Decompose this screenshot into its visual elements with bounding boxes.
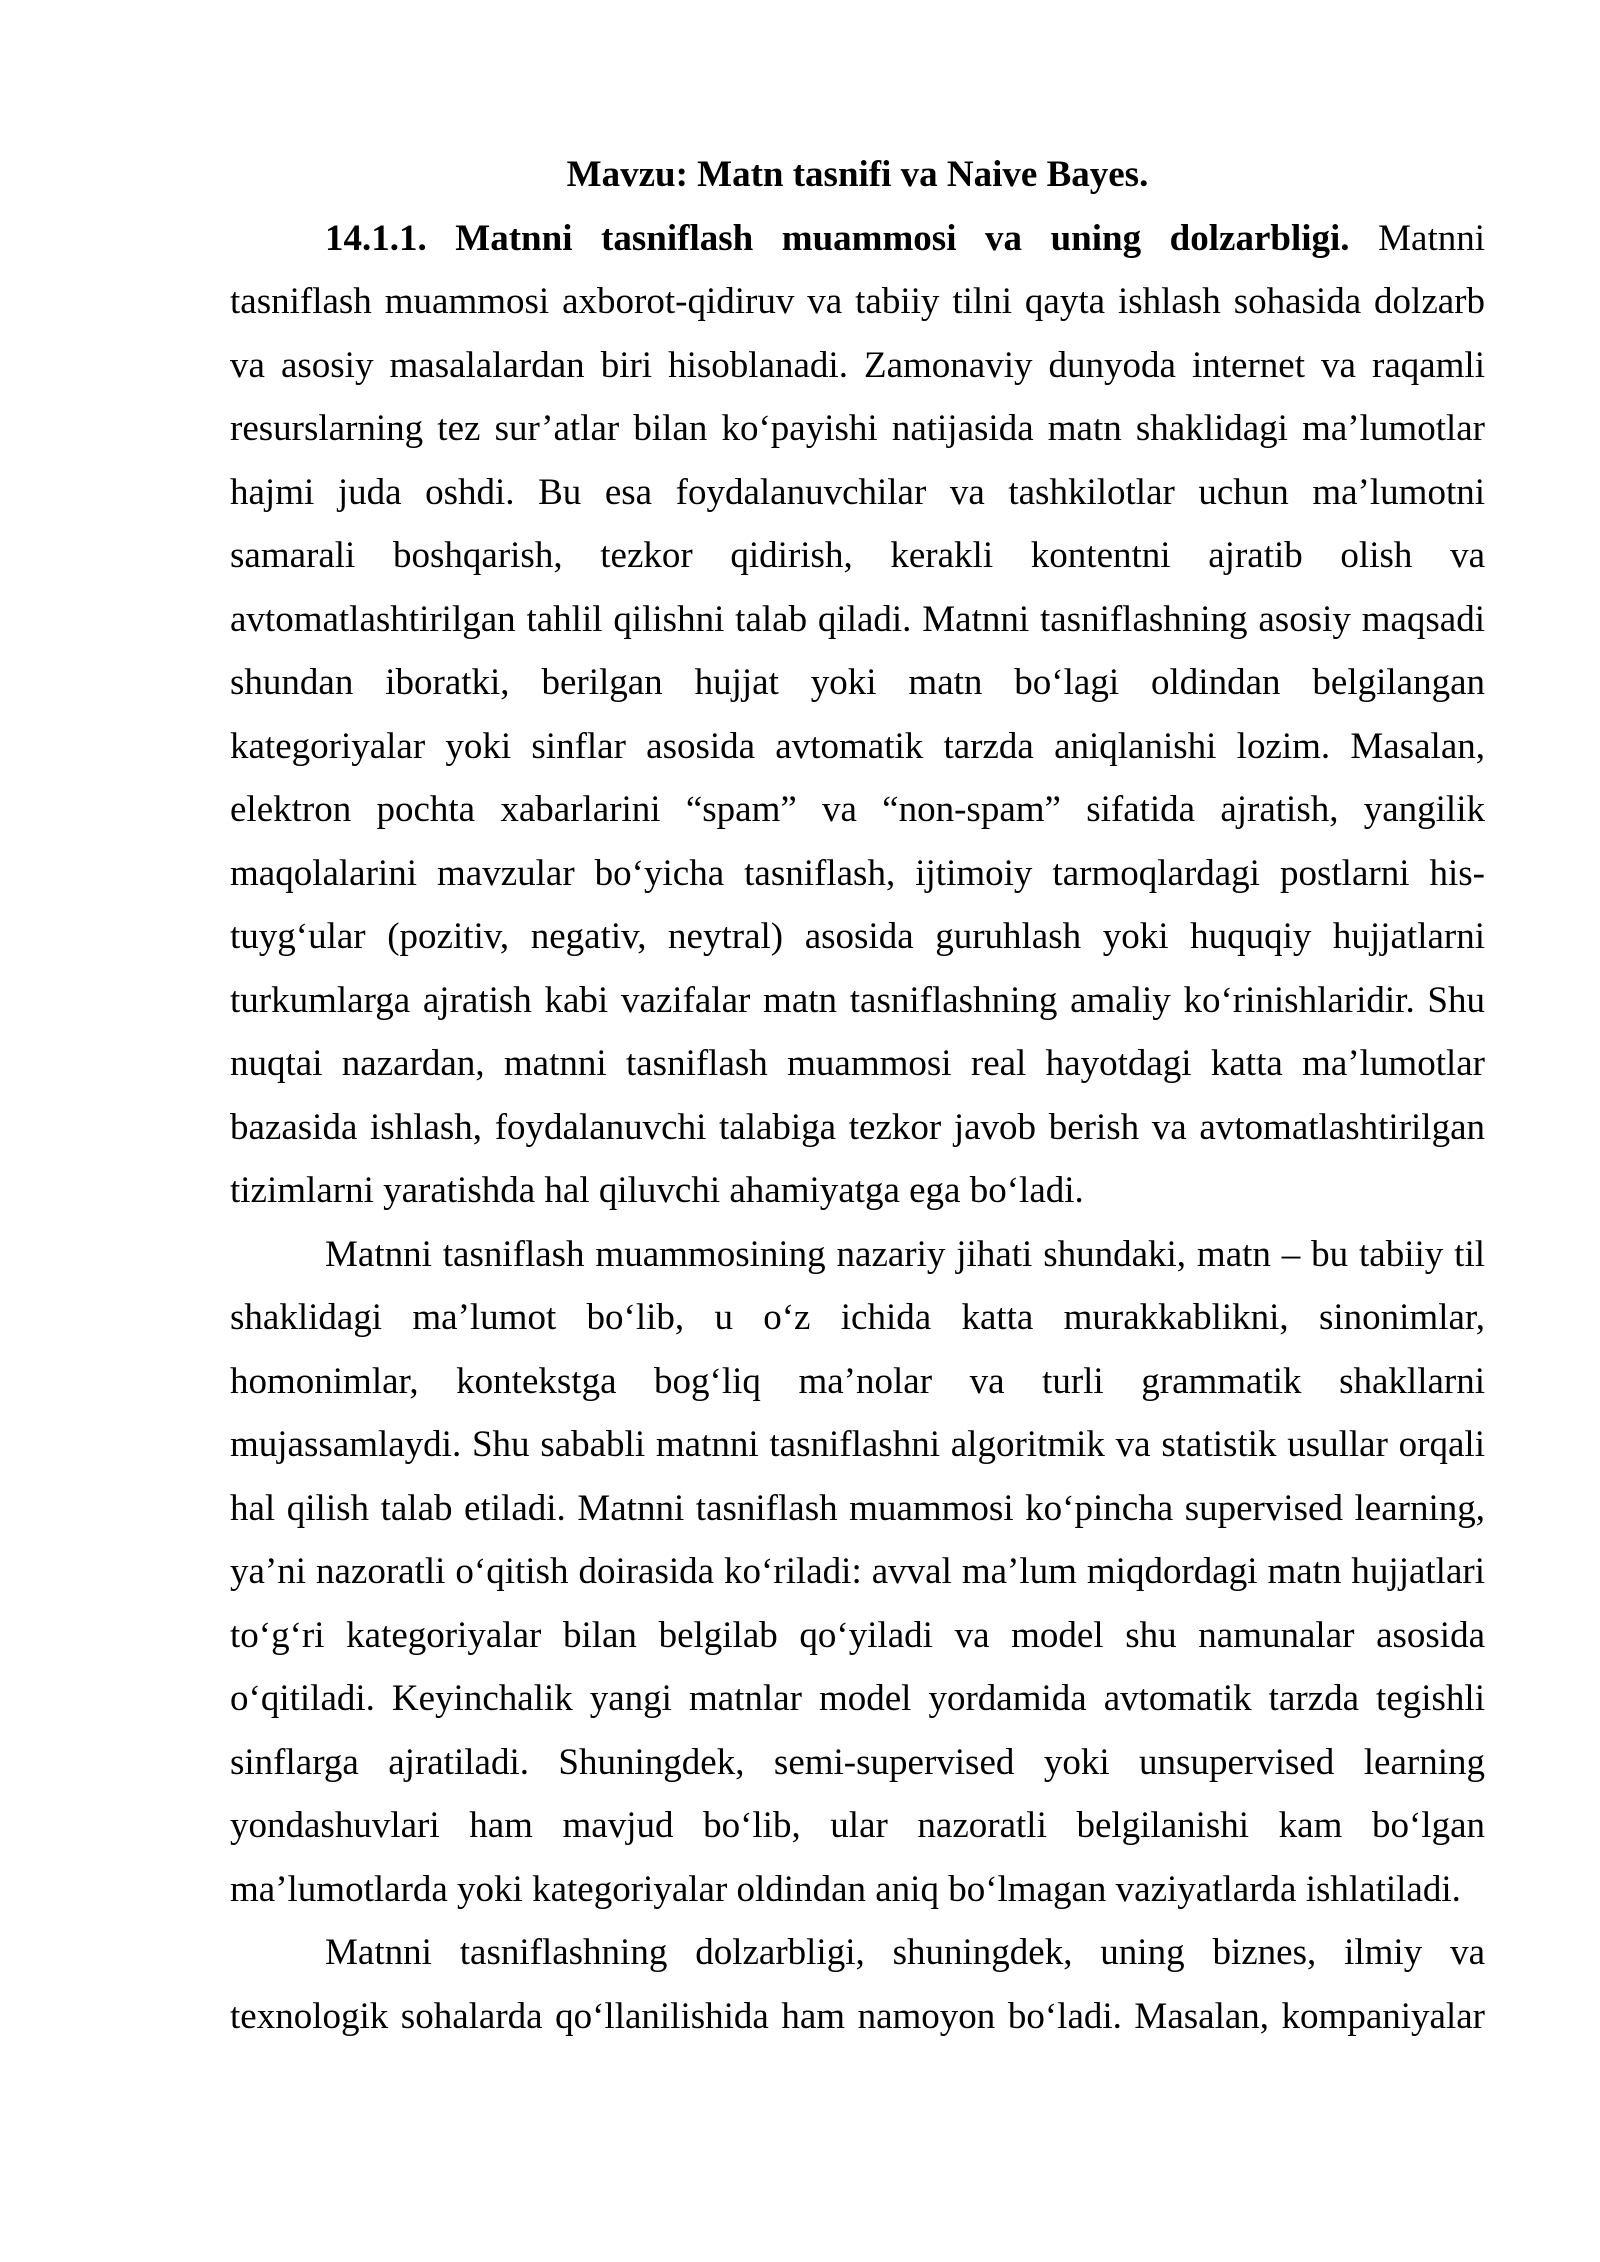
text-line — [230, 715, 1485, 779]
text-segment: ya’ni nazoratli o‘qitish doirasida ko‘riladi: avval ma’lum miqdordagi matn hujjatlari — [230, 1551, 1485, 1592]
text-segment: kategoriyalar yoki sinflar asosida avtomatik tarzda aniqlanishi lozim. Masalan, — [230, 725, 1485, 767]
text-segment: sinflarga ajratiladi. Shuningdek, semi-supervised yoki unsupervised learning — [230, 1741, 1485, 1783]
text-segment: Matnni tasniflashning dolzarbligi, shuningdek, uning biznes, ilmiy va — [325, 1932, 1485, 1973]
text-line — [230, 270, 1485, 334]
text-line — [230, 1921, 1485, 1985]
text-line — [230, 1096, 1485, 1160]
text-segment: shaklidagi ma’lumot bo‘lib, u o‘z ichida katta murakkablikni, sinonimlar, — [230, 1297, 1485, 1338]
bold-text-segment: 14.1.1. Matnni tasniflash muammosi va uning dolzarbligi. — [325, 217, 1350, 259]
text-line — [230, 1413, 1485, 1477]
document-title: Mavzu: Matn tasnifi va Naive Bayes. — [566, 154, 1149, 195]
text-segment: tasniflash muammosi axborot-qidiruv va tabiiy tilni qayta ishlash sohasida dolzarb — [230, 281, 1485, 322]
text-line — [230, 969, 1485, 1033]
text-line — [230, 461, 1485, 525]
text-line — [230, 905, 1485, 969]
text-segment: o‘qitiladi. Keyinchalik yangi matnlar model yordamida avtomatik tarzda tegishli — [230, 1678, 1485, 1719]
text-segment: ma’lumotlarda yoki kategoriyalar oldindan aniq bo‘lmagan vaziyatlarda ishlatiladi. — [230, 1868, 1461, 1910]
text-segment: hajmi juda oshdi. Bu esa foydalanuvchilar va tashkilotlar uchun ma’lumotni — [230, 471, 1485, 513]
text-segment: Matnni tasniflash muammosining nazariy jihati shundaki, matn – bu tabiiy til — [325, 1233, 1485, 1275]
text-line — [230, 1286, 1485, 1350]
text-segment: homonimlar, kontekstga bog‘liq ma’nolar va turli grammatik shakllarni — [230, 1360, 1485, 1402]
text-segment: yondashuvlari ham mavjud bo‘lib, ular nazoratli belgilanishi kam bo‘lgan — [230, 1805, 1485, 1846]
text-segment: hal qilish talab etiladi. Matnni tasniflash muammosi ko‘pincha supervised learning, — [230, 1487, 1485, 1529]
text-line — [230, 1667, 1485, 1731]
text-line — [230, 1477, 1485, 1541]
text-segment: tizimlarni yaratishda hal qiluvchi ahamiyatga ega bo‘ladi. — [230, 1170, 1084, 1211]
text-line — [230, 524, 1485, 588]
text-segment: Matnni — [1349, 217, 1486, 259]
text-line — [230, 1794, 1485, 1858]
text-line — [230, 1350, 1485, 1414]
text-segment: turkumlarga ajratish kabi vazifalar matn tasniflashning amaliy ko‘rinishlaridir. Shu — [230, 979, 1485, 1021]
text-line — [230, 842, 1485, 906]
text-line — [230, 1731, 1485, 1795]
text-line — [230, 1858, 1485, 1922]
text-segment: va asosiy masalalardan biri hisoblanadi. Zamonaviy dunyoda internet va raqamli — [230, 344, 1485, 386]
text-line — [230, 1223, 1485, 1287]
text-line — [230, 588, 1485, 652]
text-line — [230, 334, 1485, 398]
text-segment: to‘g‘ri kategoriyalar bilan belgilab qo‘yiladi va model shu namunalar asosida — [230, 1614, 1485, 1656]
text-line — [230, 1985, 1485, 2049]
text-segment: maqolalarini mavzular bo‘yicha tasniflash, ijtimoiy tarmoqlardagi postlarni his- — [230, 852, 1485, 894]
text-segment: samarali boshqarish, tezkor qidirish, kerakli kontentni ajratib olish va — [230, 535, 1485, 576]
text-line — [230, 778, 1485, 842]
text-segment: mujassamlaydi. Shu sababli matnni tasniflashni algoritmik va statistik usullar orqali — [230, 1424, 1485, 1465]
text-segment: shundan iboratki, berilgan hujjat yoki matn bo‘lagi oldindan belgilangan — [230, 662, 1485, 703]
text-line — [230, 1540, 1485, 1604]
text-line — [230, 1032, 1485, 1096]
text-segment: bazasida ishlash, foydalanuvchi talabiga tezkor javob berish va avtomatlashtirilgan — [230, 1106, 1485, 1148]
text-line — [230, 1159, 1485, 1223]
text-segment: tuyg‘ular (pozitiv, negativ, neytral) asosida guruhlash yoki huquqiy hujjatlarni — [230, 916, 1485, 957]
text-segment: avtomatlashtirilgan tahlil qilishni talab qiladi. Matnni tasniflashning asosiy maqsadi — [230, 598, 1485, 640]
text-segment: elektron pochta xabarlarini “spam” va “non-spam” sifatida ajratish, yangilik — [230, 789, 1485, 830]
text-segment: texnologik sohalarda qo‘llanilishida ham namoyon bo‘ladi. Masalan, kompaniyalar — [230, 1995, 1485, 2037]
text-line — [230, 1604, 1485, 1668]
text-line — [230, 651, 1485, 715]
text-line — [230, 207, 1485, 271]
text-line — [230, 397, 1485, 461]
text-segment: nuqtai nazardan, matnni tasniflash muammosi real hayotdagi katta ma’lumotlar — [230, 1043, 1485, 1084]
text-segment: resurslarning tez sur’atlar bilan ko‘payishi natijasida matn shaklidagi ma’lumotlar — [230, 408, 1485, 449]
page-body — [230, 207, 1485, 2049]
